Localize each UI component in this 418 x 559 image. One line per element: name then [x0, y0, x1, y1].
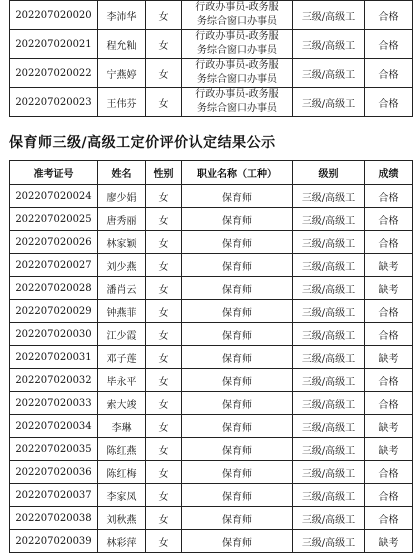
cell-result: 合格 [365, 507, 413, 530]
cell-name: 宁燕婷 [98, 59, 146, 88]
table-row [10, 300, 413, 323]
cell-name: 毕永平 [98, 369, 146, 392]
section-title: 保育师三级/高级工定价评价认定结果公示 [9, 135, 276, 151]
cell-result: 缺考 [365, 415, 413, 438]
cell-exam-id: 202207020034 [10, 415, 98, 438]
cell-gender: 女 [146, 346, 182, 369]
cell-job [182, 1, 293, 30]
cell-job: 保育师 [182, 208, 293, 231]
childcare-results-table [9, 160, 413, 553]
cell-result: 缺考 [365, 530, 413, 553]
cell-gender: 女 [146, 277, 182, 300]
cell-job: 保育师 [182, 231, 293, 254]
table-row [10, 277, 413, 300]
table-row [10, 323, 413, 346]
cell-exam-id: 202207020024 [10, 185, 98, 208]
cell-job [182, 59, 293, 88]
cell-exam-id: 202207020021 [10, 30, 98, 59]
header-gender: 性别 [146, 161, 182, 185]
cell-level: 三级/高级工 [293, 208, 365, 231]
cell-result: 缺考 [365, 438, 413, 461]
cell-level: 三级/高级工 [293, 507, 365, 530]
cell-level: 三级/高级工 [293, 231, 365, 254]
cell-gender: 女 [146, 507, 182, 530]
cell-name: 程允籼 [98, 30, 146, 59]
cell-gender: 女 [146, 461, 182, 484]
cell-level: 三级/高级工 [293, 277, 365, 300]
cell-gender: 女 [146, 415, 182, 438]
cell-result: 缺考 [365, 277, 413, 300]
cell-level: 三级/高级工 [293, 438, 365, 461]
cell-name: 陈红梅 [98, 461, 146, 484]
table-row [10, 30, 413, 59]
cell-level: 三级/高级工 [293, 185, 365, 208]
cell-job: 保育师 [182, 415, 293, 438]
cell-exam-id: 202207020028 [10, 277, 98, 300]
cell-gender: 女 [146, 530, 182, 553]
cell-exam-id: 202207020039 [10, 530, 98, 553]
cell-exam-id: 202207020038 [10, 507, 98, 530]
cell-exam-id: 202207020026 [10, 231, 98, 254]
cell-level: 三级/高级工 [293, 484, 365, 507]
cell-result: 缺考 [365, 346, 413, 369]
cell-job-line2: 务综合窗口办事员 [197, 16, 277, 27]
cell-name: 李沛华 [98, 1, 146, 30]
cell-job-line1: 行政办事员-政务服 [195, 60, 279, 71]
cell-job: 保育师 [182, 277, 293, 300]
header-result: 成绩 [365, 161, 413, 185]
cell-result: 合格 [365, 392, 413, 415]
cell-result: 合格 [365, 231, 413, 254]
cell-exam-id: 202207020022 [10, 59, 98, 88]
cell-level: 三级/高级工 [293, 392, 365, 415]
cell-job-line2: 务综合窗口办事员 [197, 74, 277, 85]
cell-job-line1: 行政办事员-政务服 [195, 89, 279, 100]
cell-job: 保育师 [182, 369, 293, 392]
table-row [10, 254, 413, 277]
cell-exam-id: 202207020036 [10, 461, 98, 484]
cell-result: 合格 [365, 369, 413, 392]
cell-exam-id: 202207020032 [10, 369, 98, 392]
table-row [10, 461, 413, 484]
cell-name: 林彩萍 [98, 530, 146, 553]
table-row [10, 208, 413, 231]
cell-gender: 女 [146, 300, 182, 323]
cell-name: 唐秀丽 [98, 208, 146, 231]
cell-level: 三级/高级工 [293, 415, 365, 438]
cell-exam-id: 202207020020 [10, 1, 98, 30]
cell-job: 保育师 [182, 461, 293, 484]
cell-name: 林家颖 [98, 231, 146, 254]
cell-gender: 女 [146, 438, 182, 461]
table-row [10, 88, 413, 117]
cell-job: 保育师 [182, 392, 293, 415]
cell-level: 三级/高级工 [293, 88, 365, 117]
cell-name: 刘秋燕 [98, 507, 146, 530]
cell-job: 保育师 [182, 438, 293, 461]
cell-result: 合格 [365, 1, 413, 30]
cell-gender: 女 [146, 59, 182, 88]
cell-name: 陈红燕 [98, 438, 146, 461]
cell-job: 保育师 [182, 346, 293, 369]
cell-level: 三级/高级工 [293, 346, 365, 369]
cell-gender: 女 [146, 392, 182, 415]
table-row [10, 415, 413, 438]
cell-name: 李琳 [98, 415, 146, 438]
table-row [10, 530, 413, 553]
cell-level: 三级/高级工 [293, 300, 365, 323]
cell-name: 钟燕菲 [98, 300, 146, 323]
cell-exam-id: 202207020031 [10, 346, 98, 369]
cell-result: 合格 [365, 300, 413, 323]
cell-gender: 女 [146, 208, 182, 231]
table-row [10, 231, 413, 254]
cell-gender: 女 [146, 88, 182, 117]
cell-level: 三级/高级工 [293, 323, 365, 346]
table-row [10, 438, 413, 461]
cell-level: 三级/高级工 [293, 369, 365, 392]
cell-job [182, 88, 293, 117]
cell-job: 保育师 [182, 185, 293, 208]
cell-job: 保育师 [182, 323, 293, 346]
cell-job [182, 30, 293, 59]
cell-gender: 女 [146, 231, 182, 254]
cell-gender: 女 [146, 185, 182, 208]
cell-job-line1: 行政办事员-政务服 [195, 31, 279, 42]
cell-level: 三级/高级工 [293, 530, 365, 553]
header-exam-id: 准考证号 [10, 161, 98, 185]
cell-job: 保育师 [182, 254, 293, 277]
cell-result: 合格 [365, 185, 413, 208]
cell-exam-id: 202207020037 [10, 484, 98, 507]
cell-exam-id: 202207020035 [10, 438, 98, 461]
table-row [10, 346, 413, 369]
cell-name: 江少霞 [98, 323, 146, 346]
cell-name: 李家凤 [98, 484, 146, 507]
cell-exam-id: 202207020033 [10, 392, 98, 415]
cell-name: 索大竣 [98, 392, 146, 415]
top-results-table [9, 0, 413, 117]
cell-result: 合格 [365, 30, 413, 59]
cell-level: 三级/高级工 [293, 254, 365, 277]
cell-name: 王伟芬 [98, 88, 146, 117]
header-name: 姓名 [98, 161, 146, 185]
cell-level: 三级/高级工 [293, 59, 365, 88]
cell-gender: 女 [146, 369, 182, 392]
cell-gender: 女 [146, 323, 182, 346]
cell-job: 保育师 [182, 507, 293, 530]
cell-job-line2: 务综合窗口办事员 [197, 103, 277, 114]
table-row [10, 484, 413, 507]
table-row [10, 392, 413, 415]
cell-result: 合格 [365, 208, 413, 231]
cell-exam-id: 202207020029 [10, 300, 98, 323]
cell-name: 刘少燕 [98, 254, 146, 277]
cell-gender: 女 [146, 1, 182, 30]
cell-name: 廖少娟 [98, 185, 146, 208]
cell-result: 合格 [365, 88, 413, 117]
cell-job: 保育师 [182, 530, 293, 553]
cell-job-line1: 行政办事员-政务服 [195, 2, 279, 13]
cell-level: 三级/高级工 [293, 1, 365, 30]
cell-result: 缺考 [365, 254, 413, 277]
cell-result: 合格 [365, 484, 413, 507]
table-row [10, 369, 413, 392]
cell-result: 合格 [365, 59, 413, 88]
cell-exam-id: 202207020027 [10, 254, 98, 277]
table-row [10, 185, 413, 208]
table-header-row [10, 161, 413, 185]
header-level: 级别 [293, 161, 365, 185]
cell-name: 邓子莲 [98, 346, 146, 369]
cell-exam-id: 202207020025 [10, 208, 98, 231]
cell-gender: 女 [146, 254, 182, 277]
cell-level: 三级/高级工 [293, 30, 365, 59]
table-row [10, 1, 413, 30]
cell-job-line2: 务综合窗口办事员 [197, 45, 277, 56]
cell-exam-id: 202207020030 [10, 323, 98, 346]
cell-job: 保育师 [182, 300, 293, 323]
cell-exam-id: 202207020023 [10, 88, 98, 117]
cell-result: 合格 [365, 461, 413, 484]
cell-gender: 女 [146, 484, 182, 507]
cell-level: 三级/高级工 [293, 461, 365, 484]
table-row [10, 507, 413, 530]
cell-name: 潘肖云 [98, 277, 146, 300]
table-row [10, 59, 413, 88]
cell-gender: 女 [146, 30, 182, 59]
cell-job: 保育师 [182, 484, 293, 507]
cell-result: 合格 [365, 323, 413, 346]
header-job: 职业名称（工种） [182, 161, 293, 185]
